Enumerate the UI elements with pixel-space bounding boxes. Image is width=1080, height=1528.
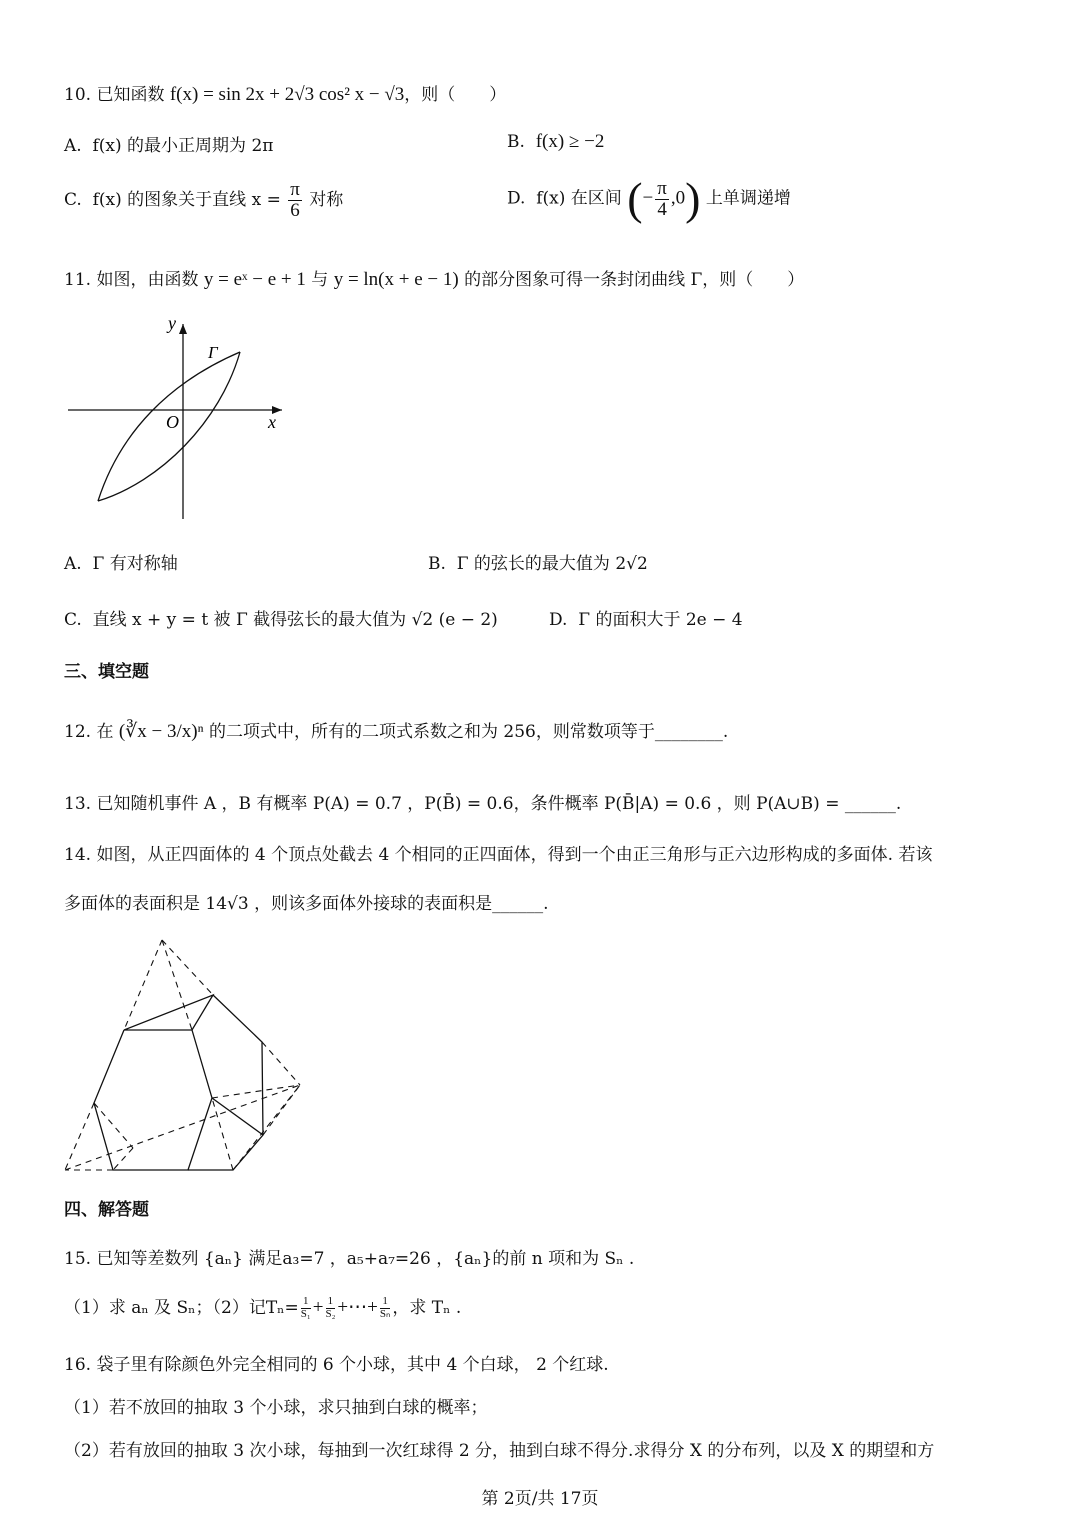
q11-stem: 11. 如图，由函数 y = eˣ − e + 1 与 y = ln(x + e − 1) 的部分图象可得一条封闭曲线 Γ，则（ ） bbox=[64, 269, 805, 290]
q10-formula: f(x) = sin 2x + 2√3 cos² x − √3 bbox=[169, 84, 405, 105]
q16-line2: （1）若不放回的抽取 3 个小球，求只抽到白球的概率； bbox=[64, 1398, 488, 1418]
q16-line1: 16. 袋子里有除颜色外完全相同的 6 个小球，其中 4 个白球， 2 个红球. bbox=[64, 1355, 609, 1375]
q15-line2: （1）求 aₙ 及 Sₙ；（2）记Tₙ= $\frac{1}{\text{S₁}}$ + $\frac{1}{\text{S₂}}$ +⋯+ $\frac{1}{\text{Sₙ}}$ ，求 Tₙ . bbox=[64, 1295, 462, 1320]
page-footer: 第 2页/共 17页 bbox=[481, 1489, 599, 1509]
q10-option-d: D. f(x) 在区间 (− $\frac{\pi}{4}$ ,0) 上单调递增 bbox=[507, 173, 791, 224]
origin-label: O bbox=[166, 412, 179, 432]
q12-binomial-expression: (∛x − 3/x)ⁿ bbox=[118, 721, 204, 742]
section-heading-solutions: 四、解答题 bbox=[64, 1200, 149, 1220]
q10-option-b: B. f(x) ≥ −2 bbox=[507, 131, 605, 152]
q16-line3: （2）若有放回的抽取 3 次小球，每抽到一次红球得 2 分，抽到白球不得分.求得分 X 的分布列，以及 X 的期望和方 bbox=[64, 1441, 935, 1461]
q10-stem: 10. 已知函数 f(x) = sin 2x + 2√3 cos² x − √3，则（ ） bbox=[64, 84, 507, 105]
q14-line1: 14. 如图，从正四面体的 4 个顶点处截去 4 个相同的正四面体，得到一个由正三角形与正六边形构成的多面体. 若该 bbox=[64, 845, 933, 865]
q15-line1: 15. 已知等差数列 {aₙ} 满足a₃=7 ，a₅+a₇=26 ，{aₙ}的前 n 项和为 Sₙ . bbox=[64, 1249, 635, 1269]
section-heading-fill-in: 三、填空题 bbox=[64, 662, 149, 682]
gamma-label: Γ bbox=[208, 343, 218, 362]
q11-curve-figure bbox=[60, 312, 290, 527]
x-axis-label: x bbox=[268, 412, 276, 432]
q11-option-a: A. Γ 有对称轴 bbox=[64, 554, 178, 574]
q11-option-b: B. Γ 的弦长的最大值为 2√2 bbox=[428, 554, 648, 574]
q14-line2: 多面体的表面积是 14√3 ，则该多面体外接球的表面积是______. bbox=[64, 894, 549, 914]
truncated-tetrahedron-figure bbox=[60, 935, 310, 1175]
pi-over-4-fraction: $\frac{\pi}{4}$ bbox=[657, 177, 667, 220]
q13: 13. 已知随机事件 A ，B 有概率 P(A) = 0.7 ，P(B̄) = 0.6，条件概率 P(B̄|A) = 0.6 ，则 P(A∪B) = ______. bbox=[64, 794, 902, 814]
pi-over-6-fraction: $\frac{\pi}{6}$ bbox=[290, 179, 300, 221]
q11-option-d: D. Γ 的面积大于 2e − 4 bbox=[549, 610, 743, 630]
q10-option-c: C. f(x) 的图象关于直线 x = $\frac{\pi}{6}$ 对称 bbox=[64, 179, 344, 221]
q11-option-c: C. 直线 x + y = t 被 Γ 截得弦长的最大值为 √2 (e − 2) bbox=[64, 610, 498, 630]
q12: 12. 在 (∛x − 3/x)ⁿ 的二项式中，所有的二项式系数之和为 256，则常数项等于________. bbox=[64, 721, 729, 742]
q10-option-a: A. f(x) 的最小正周期为 2π bbox=[64, 136, 274, 156]
y-axis-label: y bbox=[168, 313, 176, 333]
